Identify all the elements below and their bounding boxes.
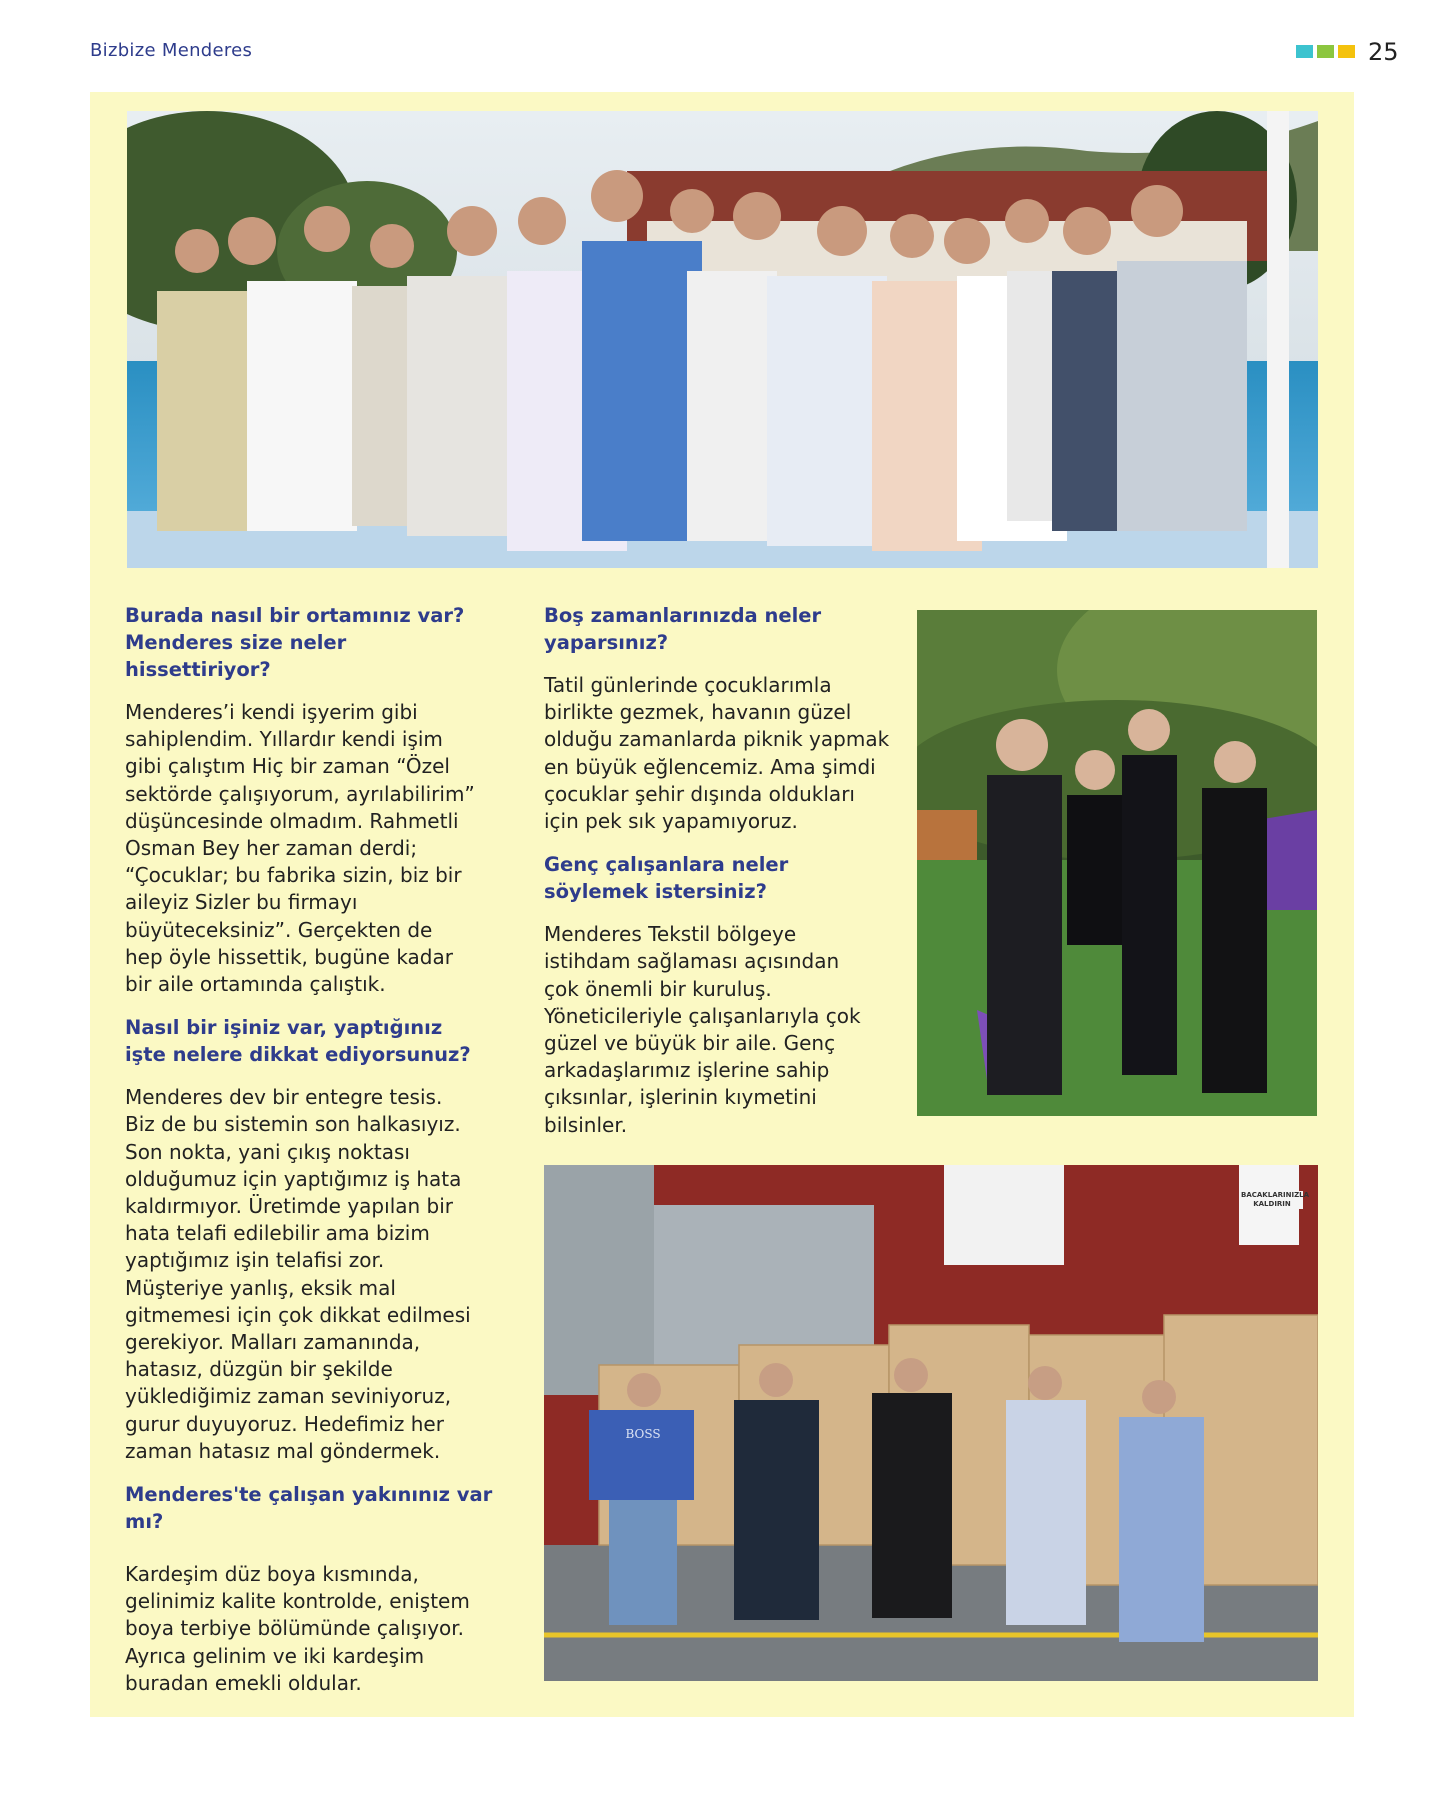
warehouse-photo: [544, 1165, 1318, 1681]
left-text-column: [125, 602, 520, 1713]
header-color-squares: [1296, 45, 1355, 58]
color-square-yellow: [1338, 45, 1355, 58]
question-yakin: Menderes'te çalışan yakınınız var mı?: [125, 1483, 493, 1534]
answer-genc: Menderes Tekstil bölgeye istihdam sağlaması açısından çok önemli bir kuruluş. Yöneticileriyle çalışanlarıyla çok güzel ve büyük bir aile. Genç arkadaşlarımız işlerine sahip çıksınlar, işlerinin kıymetini bilsinler.: [544, 922, 861, 1137]
question-bos-zaman: Boş zamanlarınızda neler yaparsınız?: [544, 604, 822, 654]
answer-yakin: Kardeşim düz boya kısmında, gelinimiz kalite kontrolde, eniştem boya terbiye bölümünde çalışıyor. Ayrıca gelinim ve iki kardeşim buradan emekli oldular.: [125, 1562, 470, 1695]
group-photo-top: [127, 111, 1318, 568]
family-photo: [917, 610, 1317, 1116]
question-genc: Genç çalışanlara neler söylemek istersiniz?: [544, 853, 789, 904]
warehouse-sign: BACAKLARINIZLA KALDIRIN: [1241, 1191, 1310, 1208]
color-square-green: [1317, 45, 1334, 58]
answer-is: Menderes dev bir entegre tesis. Biz de bu sistemin son halkasıyız. Son nokta, yani çıkış noktası olduğumuz için yaptığımız iş hata kaldırmıyor. Üretimde yapılan bir hata telafi edilebilir ama bizim yaptığımız işin telafisi zor. Müşteriye yanlış, eksik mal gitmemesi için çok dikkat edilmesi gerekiyor. Malları zamanında, hatasız, düzgün bir şekilde yüklediğimiz zaman seviniyoruz, gurur duyuyoruz. Hedefimiz her zaman hatasız mal göndermek.: [125, 1085, 471, 1463]
color-square-cyan: [1296, 45, 1313, 58]
magazine-title: Bizbize Menderes: [90, 40, 253, 61]
middle-text-column: [544, 602, 904, 1155]
page-number: 25: [1368, 38, 1399, 66]
question-ortam: Burada nasıl bir ortamınız var? Menderes size neler hissettiriyor?: [125, 604, 465, 681]
answer-bos-zaman: Tatil günlerinde çocuklarımla birlikte gezmek, havanın güzel olduğu zamanlarda piknik yapmak en büyük eğlencemiz. Ama şimdi çocuklar şehir dışında oldukları için pek sık yapamıyoruz.: [544, 673, 890, 834]
question-is: Nasıl bir işiniz var, yaptığınız işte nelere dikkat ediyorsunuz?: [125, 1016, 471, 1067]
shirt-print: BOSS: [625, 1427, 661, 1441]
answer-ortam: Menderes’i kendi işyerim gibi sahiplendim. Yıllardır kendi işim gibi çalıştım Hiç bir zaman “Özel sektörde çalışıyorum, ayrılabilirim” düşüncesinde olmadım. Rahmetli Osman Bey her zaman derdi; “Çocuklar; bu fabrika sizin, biz bir aileyiz Sizler bu firmayı büyüteceksiniz”. Gerçekten de hep öyle hissettik, bugüne kadar bir aile ortamında çalıştık.: [125, 700, 475, 997]
